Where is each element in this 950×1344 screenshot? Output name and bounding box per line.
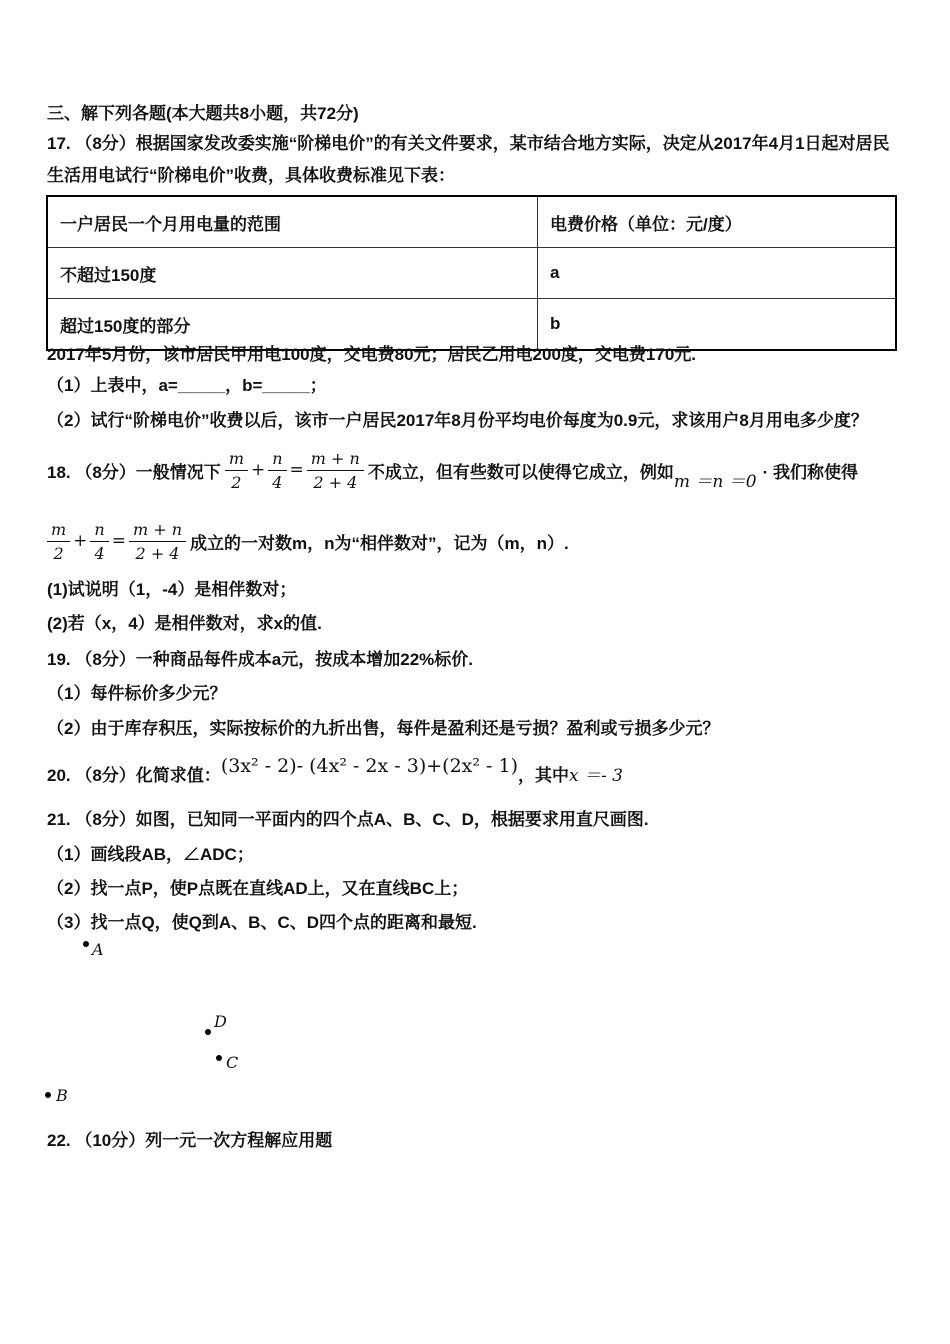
q19-item1: （1）每件标价多少元？ — [47, 684, 227, 703]
q20-line — [47, 752, 623, 794]
q20-expression: (3x² - 2)- (4x² - 2x - 3)+(2x² - 1) — [220, 755, 518, 777]
plus-operator: + — [73, 531, 88, 551]
point-dot-b — [45, 1092, 51, 1098]
q18-after-example: · 我们称使得 — [762, 462, 858, 482]
fraction-numerator: n — [268, 449, 286, 471]
equals-operator: = — [289, 460, 304, 480]
section-heading: 三、解下列各题(本大题共8小题，共72分) — [47, 104, 359, 123]
fraction-term — [47, 520, 70, 563]
plus-operator: + — [250, 460, 266, 480]
q21-item1: （1）画线段AB，∠ADC； — [47, 845, 254, 864]
point-label-a: A — [92, 940, 104, 959]
q18-intro: 18. （8分）一般情况下 — [47, 462, 221, 482]
q18-line2 — [47, 512, 569, 570]
q21-line1: 21. （8分）如图，已知同一平面内的四个点A、B、C、D，根据要求用直尺画图. — [47, 810, 649, 829]
fraction-term — [90, 520, 108, 563]
point-dot-a — [83, 941, 89, 947]
fraction-term — [268, 449, 286, 492]
fraction-equation — [225, 449, 364, 492]
fee-table-cell-range: 超过150度的部分 — [47, 299, 538, 351]
q17-line1: 17. （8分）根据国家发改委实施“阶梯电价”的有关文件要求，某市结合地方实际，决定从2017年4月1日起对居民 — [47, 134, 890, 153]
q20-tail: ，其中 — [518, 765, 569, 785]
q18-line2-text: 成立的一对数m，n为“相伴数对”，记为（m，n）. — [190, 533, 569, 553]
fraction-numerator: m — [47, 520, 70, 542]
fee-table-cell-range: 不超过150度 — [47, 248, 538, 299]
q19-line1: 19. （8分）一种商品每件成本a元，按成本增加22%标价. — [47, 650, 474, 669]
fraction-numerator: m + n — [307, 449, 364, 471]
q22-line1: 22. （10分）列一元一次方程解应用题 — [47, 1131, 333, 1150]
fraction-denominator: 2 + 4 — [313, 472, 358, 492]
q19-item2: （2）由于库存积压，实际按标价的九折出售，每件是盈利还是亏损？盈利或亏损多少元？ — [47, 719, 720, 738]
fraction-numerator: n — [90, 520, 108, 542]
q18-mid-text: 不成立，但有些数可以使得它成立，例如 — [367, 462, 674, 482]
fraction-numerator: m — [225, 449, 248, 471]
fraction-denominator: 2 — [53, 543, 64, 563]
q18-item2: (2)若（x，4）是相伴数对，求x的值. — [47, 614, 322, 633]
fraction-numerator: m + n — [129, 520, 186, 542]
fee-table-header-price: 电费价格（单位：元/度） — [538, 196, 897, 248]
q17-line3: 2017年5月份，该市居民甲用电100度，交电费80元；居民乙用电200度，交电费170元. — [47, 345, 696, 364]
q17-item2: （2）试行“阶梯电价”收费以后，该市一户居民2017年8月份平均电价每度为0.9元，求该用户8月用电多少度？ — [47, 411, 868, 430]
fraction-denominator: 4 — [272, 472, 283, 492]
q21-item3: （3）找一点Q，使Q到A、B、C、D四个点的距离和最短. — [47, 913, 477, 932]
fee-table-header-row — [47, 196, 896, 248]
point-label-b: B — [56, 1086, 68, 1105]
fraction-denominator: 4 — [94, 543, 105, 563]
point-label-c: C — [226, 1053, 239, 1072]
fee-table-row — [47, 248, 896, 299]
fraction-denominator: 2 — [231, 472, 242, 492]
q18-example-equation: m ＝n ＝0 — [673, 471, 757, 492]
point-label-d: D — [214, 1012, 227, 1031]
point-dot-d — [205, 1029, 211, 1035]
fee-table — [46, 195, 897, 351]
fraction-term — [225, 449, 248, 492]
fraction-term — [129, 520, 186, 563]
fraction-equation — [47, 520, 186, 563]
q20-substitution-value: x ＝- 3 — [569, 765, 623, 786]
fraction-denominator: 2 + 4 — [135, 543, 180, 563]
q17-line2: 生活用电试行“阶梯电价”收费，具体收费标准见下表： — [47, 166, 455, 185]
fee-table-cell-price: a — [538, 248, 897, 299]
q21-item2: （2）找一点P，使P点既在直线AD上，又在直线BC上； — [47, 879, 469, 898]
q18-item1: (1)试说明（1，-4）是相伴数对； — [47, 580, 297, 599]
fraction-term — [307, 449, 364, 492]
fee-table-header-range: 一户居民一个月用电量的范围 — [47, 196, 538, 248]
point-dot-c — [216, 1055, 222, 1061]
fee-table-cell-price: b — [538, 299, 897, 351]
equals-operator: = — [111, 531, 126, 551]
q17-item1: （1）上表中，a=_____，b=_____； — [47, 376, 327, 395]
q20-intro: 20. （8分）化简求值： — [47, 765, 221, 785]
q18-line1 — [47, 441, 858, 499]
